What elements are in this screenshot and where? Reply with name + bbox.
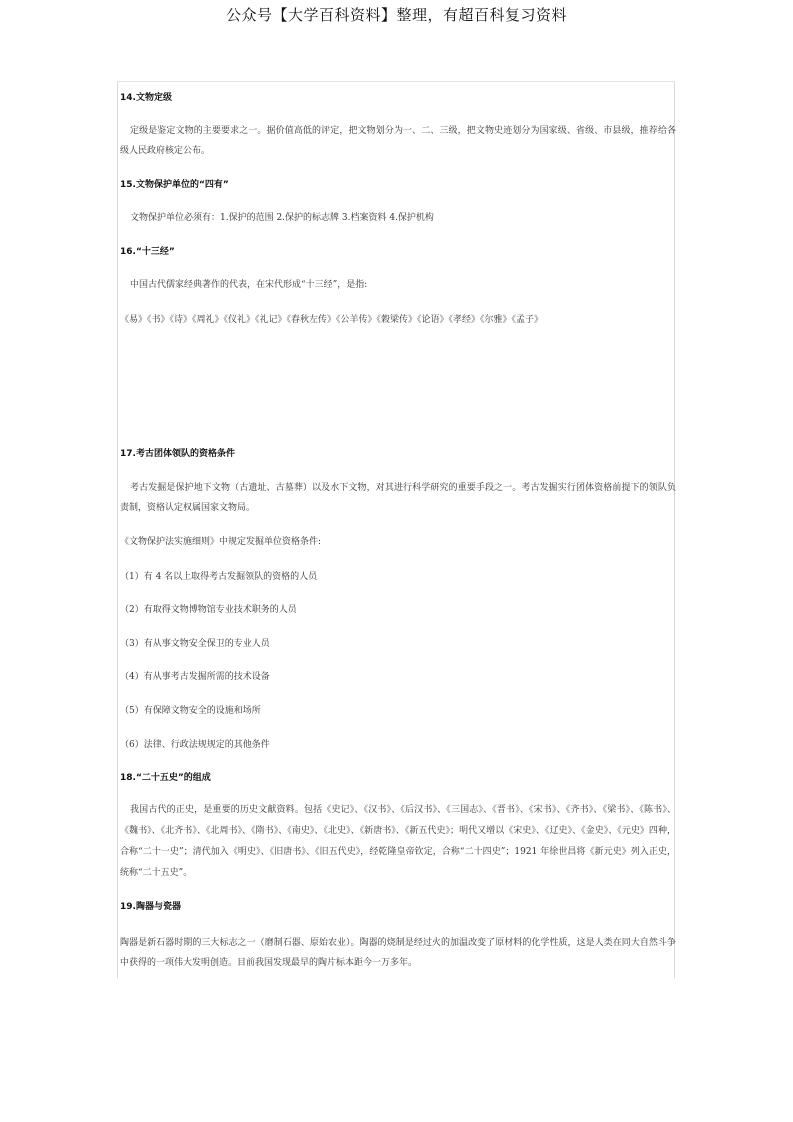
section-17-item: （1）有 4 名以上取得考古发掘领队的资格的人员 bbox=[120, 572, 318, 582]
section-14-title: 14.文物定级 bbox=[120, 93, 172, 103]
section-14-body: 定级是鉴定文物的主要要求之一。据价值高低的评定，把文物划分为一、二、三级，把文物史迹划分为国家级、省级、市县级，推荐给各级人民政府核定公布。 bbox=[120, 126, 676, 156]
section-18-body: 我国古代的正史，是重要的历史文献资料。包括《史记》、《汉书》、《后汉书》、《三国志》、《晋书》、《宋书》、《齐书》、《梁书》、《陈书》、《魏书》、《北齐书》、《北周书》、《隋书》、《南史》、《北史》、《新唐书》、《新五代史》；明代又增以《宋史》、《辽史》、《金史》、《元史》四种，合称“二十一史”；清代加入《明史》、《旧唐书》、《旧五代史》，经乾隆皇帝钦定，合称“二十四史”；1921 年徐世昌将《新元史》列入正史，统称“二十五史”。 bbox=[120, 805, 676, 878]
section-17-item: （5）有保障文物安全的设施和场所 bbox=[120, 706, 261, 716]
section-19-body: 陶器是新石器时期的三大标志之一（磨制石器、原始农业）。陶器的烧制是经过火的加温改变了原材料的化学性质，这是人类在同大自然斗争中获得的一项伟大发明创造。目前我国发现最早的陶片标本距今一万多年。 bbox=[120, 938, 676, 968]
section-15-title: 15.文物保护单位的“四有” bbox=[120, 180, 229, 190]
section-17-item: （2）有取得文物博物馆专业技术职务的人员 bbox=[120, 605, 297, 615]
section-17-item: （4）有从事考古发掘所需的技术设备 bbox=[120, 672, 270, 682]
section-16-list: 《易》《书》《诗》《周礼》《仪礼》《礼记》《春秋左传》《公羊传》《穀梁传》《论语》《孝经》《尔雅》《孟子》 bbox=[120, 315, 544, 325]
section-17-item: （6）法律、行政法规规定的其他条件 bbox=[120, 740, 270, 750]
section-17-item: （3）有从事文物安全保卫的专业人员 bbox=[120, 639, 270, 649]
section-16-body: 中国古代儒家经典著作的代表，在宋代形成“十三经”，是指: bbox=[130, 280, 368, 290]
content-box bbox=[117, 81, 675, 978]
section-18-title: 18.“二十五史”的组成 bbox=[120, 773, 211, 783]
section-17-intro: 《文物保护法实施细则》中规定发掘单位资格条件: bbox=[120, 537, 322, 547]
section-17-title: 17.考古团体领队的资格条件 bbox=[120, 449, 235, 459]
section-17-body: 考古发掘是保护地下文物（古遗址、古墓葬）以及水下文物，对其进行科学研究的重要手段之一。考古发掘实行团体资格前提下的领队负责制，资格认定权属国家文物局。 bbox=[120, 483, 676, 513]
section-16-title: 16.“十三经” bbox=[120, 247, 175, 257]
section-19-title: 19.陶器与瓷器 bbox=[120, 902, 181, 912]
page-header: 公众号【大学百科资料】整理，有超百科复习资料 bbox=[225, 6, 567, 24]
section-15-body: 文物保护单位必须有：1.保护的范围 2.保护的标志牌 3.档案资料 4.保护机构 bbox=[130, 213, 434, 223]
